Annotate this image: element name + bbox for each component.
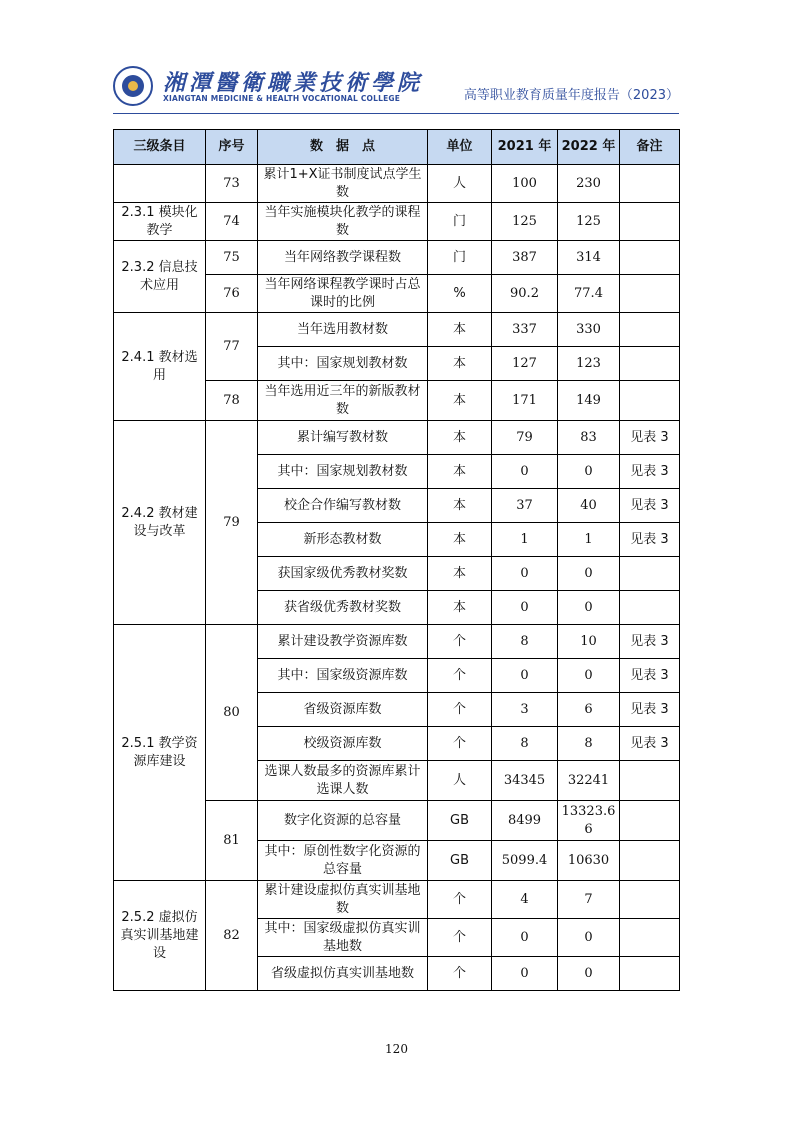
value-2021-cell: 0: [492, 957, 558, 991]
value-2022-cell: 13323.66: [558, 801, 620, 841]
datapoint-cell: 当年实施模块化教学的课程数: [258, 203, 428, 241]
value-2022-cell: 1: [558, 523, 620, 557]
col-header-unit: 单位: [428, 130, 492, 165]
value-2021-cell: 0: [492, 557, 558, 591]
datapoint-cell: 当年网络教学课程数: [258, 241, 428, 275]
note-cell: [620, 381, 680, 421]
datapoint-cell: 其中：国家级资源库数: [258, 659, 428, 693]
datapoint-cell: 省级资源库数: [258, 693, 428, 727]
note-cell: [620, 347, 680, 381]
value-2022-cell: 0: [558, 919, 620, 957]
note-cell: 见表 3: [620, 727, 680, 761]
value-2022-cell: 77.4: [558, 275, 620, 313]
value-2022-cell: 7: [558, 881, 620, 919]
value-2021-cell: 0: [492, 455, 558, 489]
value-2022-cell: 0: [558, 455, 620, 489]
unit-cell: 本: [428, 313, 492, 347]
value-2021-cell: 3: [492, 693, 558, 727]
value-2021-cell: 337: [492, 313, 558, 347]
value-2022-cell: 40: [558, 489, 620, 523]
item-cell: 2.3.2 信息技术应用: [114, 241, 206, 313]
data-table: [113, 129, 680, 991]
item-cell: 2.4.2 教材建设与改革: [114, 421, 206, 625]
unit-cell: 本: [428, 381, 492, 421]
unit-cell: %: [428, 275, 492, 313]
value-2021-cell: 8: [492, 727, 558, 761]
note-cell: 见表 3: [620, 455, 680, 489]
page-number: 120: [385, 1042, 408, 1056]
col-header-seq: 序号: [206, 130, 258, 165]
datapoint-cell: 其中：国家规划教材数: [258, 455, 428, 489]
datapoint-cell: 当年选用教材数: [258, 313, 428, 347]
col-header-2022: 2022 年: [558, 130, 620, 165]
unit-cell: 个: [428, 727, 492, 761]
seq-cell: 82: [206, 881, 258, 991]
value-2022-cell: 330: [558, 313, 620, 347]
unit-cell: 本: [428, 347, 492, 381]
datapoint-cell: 省级虚拟仿真实训基地数: [258, 957, 428, 991]
datapoint-cell: 新形态教材数: [258, 523, 428, 557]
unit-cell: 本: [428, 523, 492, 557]
note-cell: [620, 557, 680, 591]
seq-cell: 77: [206, 313, 258, 381]
col-header-note: 备注: [620, 130, 680, 165]
table-row: [114, 421, 680, 455]
note-cell: 见表 3: [620, 489, 680, 523]
item-cell: [114, 165, 206, 203]
value-2021-cell: 125: [492, 203, 558, 241]
datapoint-cell: 当年选用近三年的新版教材数: [258, 381, 428, 421]
datapoint-cell: 其中：国家规划教材数: [258, 347, 428, 381]
datapoint-cell: 获国家级优秀教材奖数: [258, 557, 428, 591]
note-cell: [620, 761, 680, 801]
item-cell: 2.4.1 教材选用: [114, 313, 206, 421]
value-2021-cell: 387: [492, 241, 558, 275]
value-2021-cell: 100: [492, 165, 558, 203]
table-row: [114, 881, 680, 919]
value-2021-cell: 0: [492, 919, 558, 957]
unit-cell: 本: [428, 455, 492, 489]
value-2022-cell: 0: [558, 957, 620, 991]
note-cell: [620, 591, 680, 625]
unit-cell: 人: [428, 165, 492, 203]
note-cell: [620, 313, 680, 347]
value-2022-cell: 6: [558, 693, 620, 727]
note-cell: [620, 919, 680, 957]
header-divider: [113, 113, 679, 114]
value-2022-cell: 32241: [558, 761, 620, 801]
datapoint-cell: 校级资源库数: [258, 727, 428, 761]
value-2022-cell: 10: [558, 625, 620, 659]
unit-cell: 本: [428, 489, 492, 523]
school-name-cn: 湘潭醫衛職業技術學院: [163, 70, 424, 96]
note-cell: [620, 203, 680, 241]
note-cell: 见表 3: [620, 693, 680, 727]
note-cell: [620, 165, 680, 203]
datapoint-cell: 数字化资源的总容量: [258, 801, 428, 841]
datapoint-cell: 其中：原创性数字化资源的总容量: [258, 841, 428, 881]
unit-cell: 门: [428, 241, 492, 275]
seq-cell: 74: [206, 203, 258, 241]
school-logo-icon: [113, 66, 153, 106]
table-header-row: [114, 130, 680, 165]
unit-cell: 个: [428, 693, 492, 727]
value-2022-cell: 149: [558, 381, 620, 421]
school-name-en: XIANGTAN MEDICINE & HEALTH VOCATIONAL COLLEGE: [163, 94, 401, 103]
col-header-item: 三级条目: [114, 130, 206, 165]
value-2022-cell: 8: [558, 727, 620, 761]
value-2022-cell: 230: [558, 165, 620, 203]
datapoint-cell: 累计建设教学资源库数: [258, 625, 428, 659]
value-2021-cell: 127: [492, 347, 558, 381]
table-row: [114, 241, 680, 275]
value-2022-cell: 314: [558, 241, 620, 275]
value-2021-cell: 5099.4: [492, 841, 558, 881]
unit-cell: 个: [428, 919, 492, 957]
note-cell: 见表 3: [620, 421, 680, 455]
datapoint-cell: 累计建设虚拟仿真实训基地数: [258, 881, 428, 919]
value-2021-cell: 0: [492, 659, 558, 693]
value-2021-cell: 90.2: [492, 275, 558, 313]
datapoint-cell: 累计1+X证书制度试点学生数: [258, 165, 428, 203]
note-cell: [620, 801, 680, 841]
value-2021-cell: 34345: [492, 761, 558, 801]
value-2021-cell: 37: [492, 489, 558, 523]
unit-cell: 本: [428, 557, 492, 591]
unit-cell: 门: [428, 203, 492, 241]
note-cell: [620, 275, 680, 313]
table-row: [114, 313, 680, 347]
note-cell: [620, 841, 680, 881]
unit-cell: 人: [428, 761, 492, 801]
note-cell: [620, 881, 680, 919]
seq-cell: 81: [206, 801, 258, 881]
value-2022-cell: 125: [558, 203, 620, 241]
report-title: 高等职业教育质量年度报告（2023）: [463, 88, 679, 103]
col-header-2021: 2021 年: [492, 130, 558, 165]
note-cell: 见表 3: [620, 523, 680, 557]
value-2021-cell: 8: [492, 625, 558, 659]
datapoint-cell: 选课人数最多的资源库累计选课人数: [258, 761, 428, 801]
unit-cell: 个: [428, 957, 492, 991]
value-2021-cell: 8499: [492, 801, 558, 841]
note-cell: [620, 957, 680, 991]
item-cell: 2.5.2 虚拟仿真实训基地建设: [114, 881, 206, 991]
value-2021-cell: 1: [492, 523, 558, 557]
unit-cell: 本: [428, 591, 492, 625]
page-header: [113, 66, 679, 110]
seq-cell: 80: [206, 625, 258, 801]
datapoint-cell: 当年网络课程教学课时占总课时的比例: [258, 275, 428, 313]
col-header-datapoint: 数 据 点: [258, 130, 428, 165]
value-2021-cell: 171: [492, 381, 558, 421]
seq-cell: 79: [206, 421, 258, 625]
value-2021-cell: 4: [492, 881, 558, 919]
unit-cell: GB: [428, 841, 492, 881]
note-cell: 见表 3: [620, 625, 680, 659]
unit-cell: 本: [428, 421, 492, 455]
item-cell: 2.5.1 教学资源库建设: [114, 625, 206, 881]
value-2022-cell: 10630: [558, 841, 620, 881]
table-row: [114, 625, 680, 659]
unit-cell: 个: [428, 659, 492, 693]
value-2022-cell: 0: [558, 591, 620, 625]
note-cell: [620, 241, 680, 275]
seq-cell: 78: [206, 381, 258, 421]
datapoint-cell: 其中：国家级虚拟仿真实训基地数: [258, 919, 428, 957]
value-2022-cell: 123: [558, 347, 620, 381]
table-row: [114, 165, 680, 203]
seq-cell: 76: [206, 275, 258, 313]
item-cell: 2.3.1 模块化教学: [114, 203, 206, 241]
value-2022-cell: 0: [558, 659, 620, 693]
table-row: [114, 203, 680, 241]
seq-cell: 75: [206, 241, 258, 275]
seq-cell: 73: [206, 165, 258, 203]
unit-cell: GB: [428, 801, 492, 841]
value-2021-cell: 79: [492, 421, 558, 455]
datapoint-cell: 校企合作编写教材数: [258, 489, 428, 523]
value-2021-cell: 0: [492, 591, 558, 625]
value-2022-cell: 0: [558, 557, 620, 591]
datapoint-cell: 累计编写教材数: [258, 421, 428, 455]
value-2022-cell: 83: [558, 421, 620, 455]
unit-cell: 个: [428, 881, 492, 919]
datapoint-cell: 获省级优秀教材奖数: [258, 591, 428, 625]
note-cell: 见表 3: [620, 659, 680, 693]
unit-cell: 个: [428, 625, 492, 659]
